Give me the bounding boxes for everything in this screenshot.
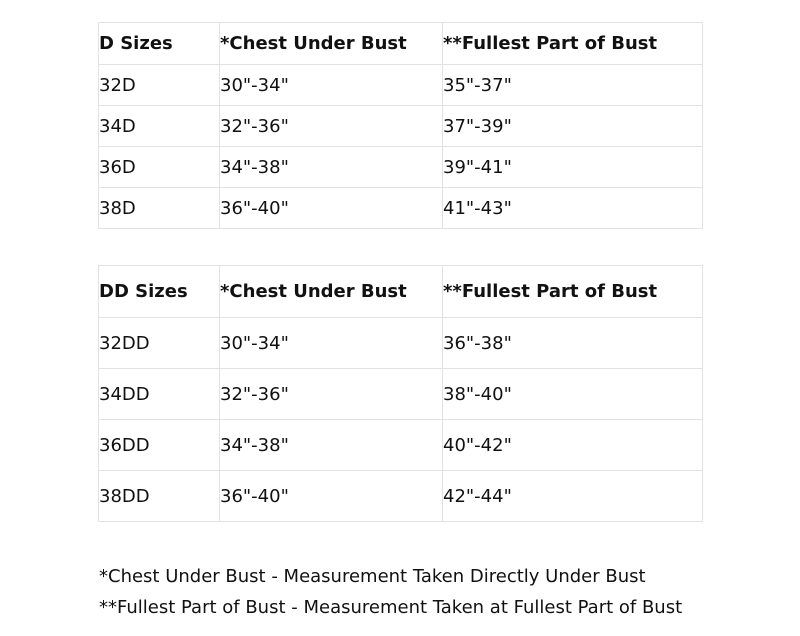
fullest-part-of-bust-cell: 41"-43" (443, 188, 703, 229)
fullest-part-of-bust-cell: 39"-41" (443, 147, 703, 188)
column-header-size: DD Sizes (99, 266, 220, 318)
table-row (99, 471, 703, 522)
chest-under-bust-cell: 32"-36" (220, 106, 443, 147)
fullest-part-of-bust-cell: 37"-39" (443, 106, 703, 147)
size-cell: 38DD (99, 471, 220, 522)
size-cell: 34D (99, 106, 220, 147)
chest-under-bust-cell: 34"-38" (220, 147, 443, 188)
chest-under-bust-cell: 36"-40" (220, 471, 443, 522)
fullest-part-of-bust-cell: 42"-44" (443, 471, 703, 522)
chest-under-bust-cell: 30"-34" (220, 318, 443, 369)
table-row (99, 318, 703, 369)
footnotes (99, 561, 682, 623)
fullest-part-of-bust-cell: 38"-40" (443, 369, 703, 420)
size-cell: 36D (99, 147, 220, 188)
chest-under-bust-cell: 34"-38" (220, 420, 443, 471)
column-header-chest-under-bust: *Chest Under Bust (220, 23, 443, 65)
column-header-fullest-part-of-bust: **Fullest Part of Bust (443, 23, 703, 65)
d-sizes-table (98, 22, 703, 229)
column-header-fullest-part-of-bust: **Fullest Part of Bust (443, 266, 703, 318)
table-row (99, 65, 703, 106)
table-row (99, 188, 703, 229)
chest-under-bust-cell: 32"-36" (220, 369, 443, 420)
size-cell: 34DD (99, 369, 220, 420)
table-header-row (99, 266, 703, 318)
table-row (99, 420, 703, 471)
size-cell: 38D (99, 188, 220, 229)
chest-under-bust-cell: 30"-34" (220, 65, 443, 106)
column-header-chest-under-bust: *Chest Under Bust (220, 266, 443, 318)
size-cell: 32D (99, 65, 220, 106)
table-row (99, 147, 703, 188)
table-header-row (99, 23, 703, 65)
size-cell: 32DD (99, 318, 220, 369)
dd-sizes-table (98, 265, 703, 522)
fullest-part-of-bust-cell: 40"-42" (443, 420, 703, 471)
footnote-chest-under-bust: *Chest Under Bust - Measurement Taken Directly Under Bust (99, 566, 646, 587)
table-row (99, 369, 703, 420)
table-row (99, 106, 703, 147)
fullest-part-of-bust-cell: 36"-38" (443, 318, 703, 369)
footnote-fullest-part-of-bust: **Fullest Part of Bust - Measurement Taken at Fullest Part of Bust (99, 597, 683, 618)
chest-under-bust-cell: 36"-40" (220, 188, 443, 229)
fullest-part-of-bust-cell: 35"-37" (443, 65, 703, 106)
size-cell: 36DD (99, 420, 220, 471)
column-header-size: D Sizes (99, 23, 220, 65)
